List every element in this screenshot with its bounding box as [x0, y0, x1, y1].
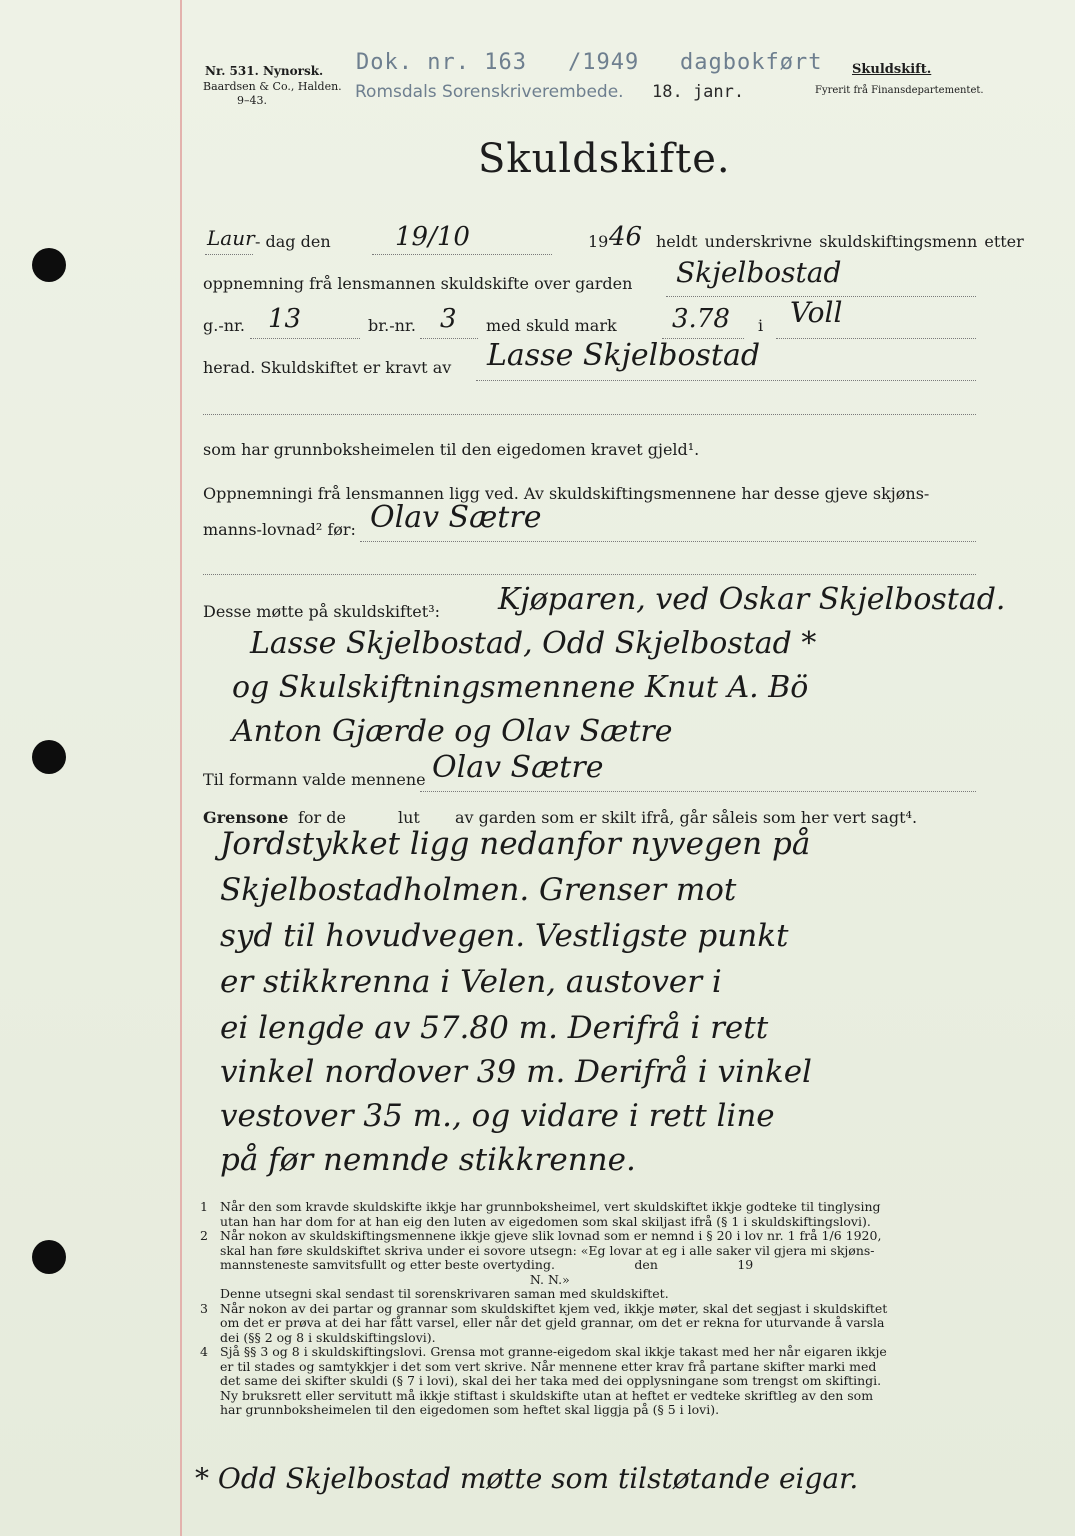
- year-prefix: 19: [588, 232, 609, 251]
- footnote-line: Når den som kravde skuldskifte ikkje har grunnboksheimel, vert skuldskiftet ikkje godteke til tinglysing: [220, 1199, 881, 1214]
- fill-line: [203, 574, 976, 575]
- boundary-line: vinkel nordover 39 m. Derifrå i vinkel: [220, 1054, 812, 1090]
- form-name: Skuldskift.: [852, 62, 932, 77]
- day-handwritten: Laur: [207, 226, 255, 250]
- attended-line: Kjøparen, ved Oskar Skjelbostad.: [498, 582, 1006, 617]
- skuld-handwritten: 3.78: [672, 304, 730, 334]
- line6-text: Oppnemningi frå lensmannen ligg ved. Av skuldskiftingsmennene har desse gjeve skjøns-: [203, 484, 930, 503]
- footnote-line: Når nokon av dei partar og grannar som skuldskiftet kjem ved, ikkje møter, skal det segjast i skuldskiftet: [220, 1300, 888, 1316]
- fill-line: [476, 380, 976, 381]
- attended-line: Lasse Skjelbostad, Odd Skjelbostad *: [250, 626, 817, 661]
- boundary-label-rest: for de: [298, 808, 346, 827]
- boundary-line: er stikkrenna i Velen, austover i: [220, 964, 722, 1000]
- footnote-line: om det er prøva at dei har fått varsel, eller når det gjeld grannar, om det er rekna for uturvande å varsla: [220, 1315, 885, 1330]
- punch-hole: [32, 740, 66, 774]
- footnote-line: utan han har dom for at han eig den luten av eigedomen som skal skiljast ifrå (§ 1 i skuldskiftingslovi).: [220, 1213, 871, 1229]
- boundary-lut: lut: [398, 808, 420, 827]
- printer: Baardsen & Co., Halden.: [203, 80, 342, 93]
- boundary-line: Skjelbostadholmen. Grenser mot: [220, 872, 737, 908]
- boundary-label-bold: Grensone: [203, 808, 289, 827]
- punch-hole: [32, 248, 66, 282]
- boundary-line: ei lengde av 57.80 m. Derifrå i rett: [220, 1010, 769, 1046]
- punch-hole: [32, 1240, 66, 1274]
- attended-line: Anton Gjærde og Olav Sætre: [232, 714, 673, 749]
- bottom-note-handwritten: * Odd Skjelbostad møtte som tilstøtande eigar.: [195, 1462, 859, 1495]
- footnote-number: 4: [200, 1344, 208, 1359]
- footnote-line: Når nokon av skuldskiftingsmennene ikkje gjeve slik lovnad som er nemnd i § 20 i lov nr. 1 frå 1/6 1920,: [220, 1228, 882, 1243]
- boundary-line: syd til hovudvegen. Vestligste punkt: [220, 918, 789, 954]
- oath-handwritten: Olav Sætre: [370, 500, 542, 535]
- dag-den-label: - dag den: [255, 232, 331, 251]
- boundary-label-end: av garden som er skilt ifrå, går såleis som her vert sagt⁴.: [455, 808, 918, 827]
- footnote-line: N. N.»: [220, 1271, 570, 1287]
- chairman-label: Til formann valde mennene: [203, 770, 426, 789]
- print-date: 9–43.: [237, 94, 267, 107]
- footnote-number: 3: [200, 1300, 208, 1316]
- footnote-line: Ny bruksrett eller servitutt må ikkje stiftast i skuldskifte utan at heftet er vedteke skriftleg av den som: [220, 1387, 874, 1403]
- fill-line: [372, 254, 552, 255]
- boundary-line: på før nemnde stikkrenne.: [220, 1142, 636, 1178]
- year-handwritten: 46: [609, 222, 643, 252]
- fill-line: [776, 338, 976, 339]
- chairman-handwritten: Olav Sætre: [432, 750, 604, 785]
- farm-handwritten: Skjelbostad: [676, 256, 842, 289]
- stamp-office: Romsdals Sorenskriverembede.: [355, 82, 624, 102]
- line4-text: herad. Skuldskiftet er kravt av: [203, 358, 452, 377]
- herad-handwritten: Voll: [790, 296, 843, 329]
- gnr-handwritten: 13: [268, 304, 302, 334]
- skuld-label: med skuld mark: [486, 316, 617, 335]
- stamp-dagbokfort: dagbokført: [680, 50, 823, 75]
- line5-text: som har grunnboksheimelen til den eigedomen kravet gjeld¹.: [203, 440, 700, 459]
- date-handwritten: 19/10: [395, 222, 470, 252]
- i-label: i: [758, 316, 764, 335]
- footnote: [196, 1302, 986, 1346]
- bnr-label: br.-nr.: [368, 316, 416, 335]
- gnr-label: g.-nr.: [203, 316, 246, 335]
- margin-rule: [180, 0, 182, 1536]
- fill-line: [203, 414, 976, 415]
- footnote-line: Sjå §§ 3 og 8 i skuldskiftingslovi. Grensa mot granne-eigedom skal ikkje takast med her når eigaren ikkje: [220, 1344, 887, 1359]
- line7-text: manns-lovnad² før:: [203, 520, 356, 539]
- footnote-number: 2: [200, 1228, 208, 1243]
- fill-line: [420, 791, 976, 792]
- line2-text: oppnemning frå lensmannen skuldskifte over garden: [203, 274, 633, 293]
- footnote-line: mannsteneste samvitsfullt og etter beste overtyding. den 19: [220, 1257, 754, 1272]
- fill-line: [360, 541, 976, 542]
- fill-line: [420, 338, 478, 339]
- footnotes: [196, 1200, 986, 1418]
- stamp-year: /1949: [568, 50, 640, 75]
- footnote-line: har grunnboksheimelen til den eigedomen som heftet skal liggja på (§ 5 i lovi).: [220, 1402, 720, 1417]
- attended-label: Desse møtte på skuldskiftet³:: [203, 602, 441, 621]
- footnote: [196, 1345, 986, 1418]
- footnote-line: dei (§§ 2 og 8 i skuldskiftingslovi).: [220, 1329, 436, 1345]
- boundary-line: Jordstykket ligg nedanfor nyvegen på: [220, 826, 811, 862]
- attended-line: og Skulskiftningsmennene Knut A. Bö: [232, 670, 809, 705]
- footnote-line: det same dei skifter skuldi (§ 7 i lovi), skal dei her taka med dei opplysningane som trengst om skiftingi.: [220, 1373, 882, 1388]
- fill-line: [205, 254, 253, 255]
- boundary-line: vestover 35 m., og vidare i rett line: [220, 1098, 775, 1134]
- bnr-handwritten: 3: [440, 304, 457, 334]
- footnote-number: 1: [200, 1199, 208, 1214]
- fill-line: [250, 338, 360, 339]
- page-title: Skuldskifte.: [478, 136, 731, 182]
- stamp-date: 18. janr.: [652, 82, 745, 102]
- footnote-line: Denne utsegni skal sendast til sorenskrivaren saman med skuldskiftet.: [220, 1286, 669, 1301]
- stamp-doc-number: Dok. nr. 163: [356, 50, 527, 75]
- line1-rest: heldt underskrivne skuldskiftingsmenn etter: [656, 232, 1024, 251]
- footnote: [196, 1200, 986, 1229]
- footnote-line: er til stades og samtykkjer i det som vert skrive. Når mennene etter krav frå partane skifter marki med: [220, 1358, 877, 1374]
- form-note: Fyrerit frå Finansdepartementet.: [815, 85, 984, 96]
- form-number: Nr. 531. Nynorsk.: [205, 64, 324, 78]
- requested-by-handwritten: Lasse Skjelbostad: [487, 338, 761, 373]
- footnote: [196, 1229, 986, 1302]
- footnote-line: skal han føre skuldskiftet skriva under ei sovore utsegn: «Eg lovar at eg i alle saker vil gjera mi skjøns-: [220, 1242, 875, 1258]
